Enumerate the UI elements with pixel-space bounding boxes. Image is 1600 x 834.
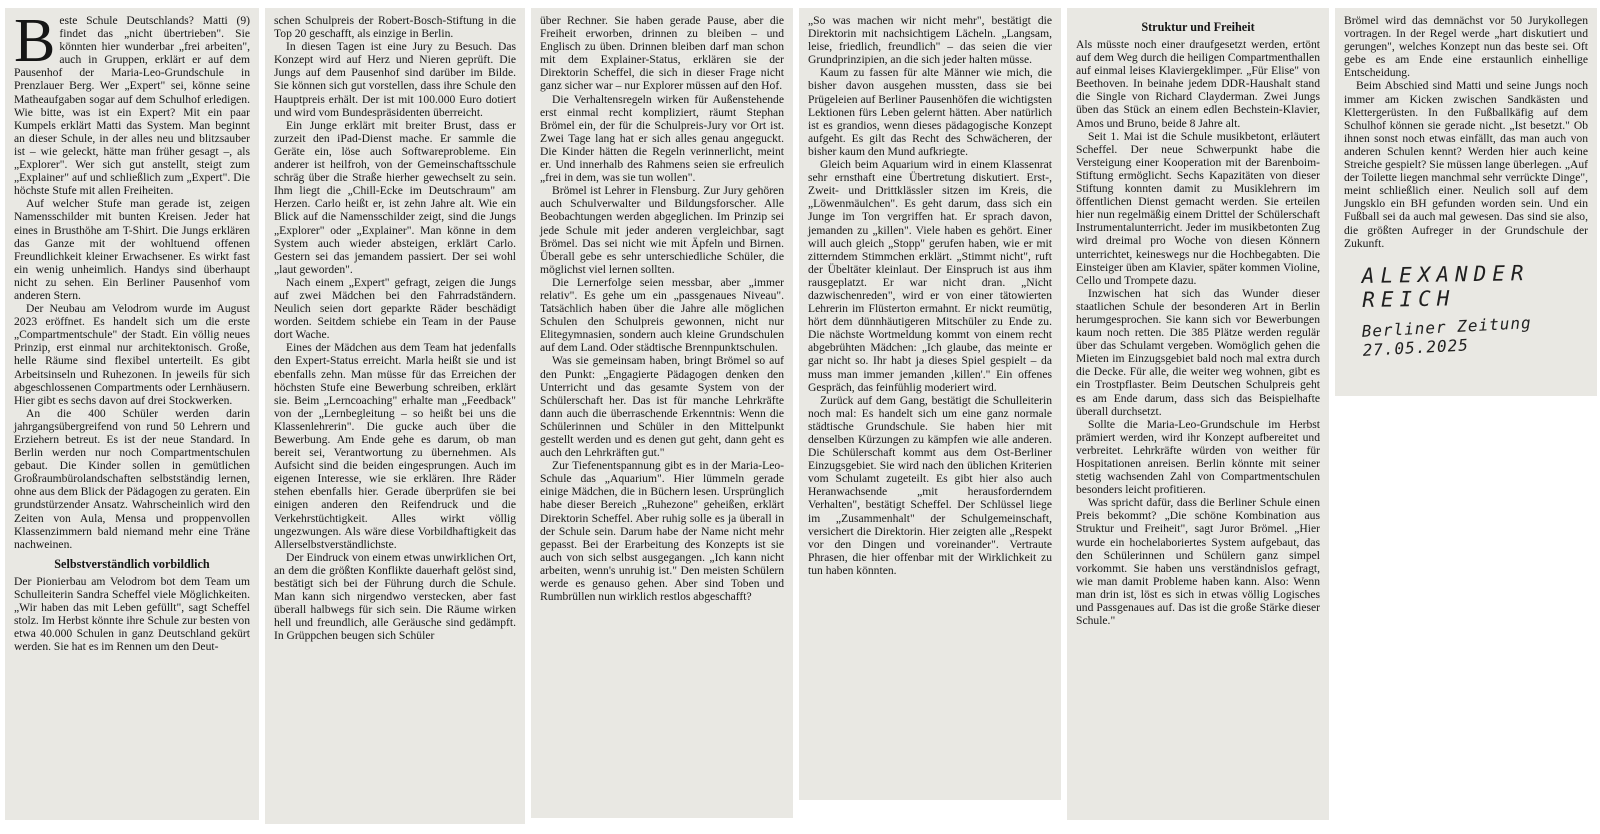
source-and-date: Berliner Zeitung 27.05.2025 bbox=[1361, 312, 1533, 360]
paragraph: Die Lernerfolge seien messbar, aber „immer relativ". Es gehe um ein „passgenaues Niveau". Tatsächlich haben über die Jahre alle möglichen Schulen den Schulpreis gewonnen, nicht nur Elitegymnasien, sondern auch kleine Grundschulen auf dem Land. Oder städtische Brennpunktschulen. bbox=[540, 275, 784, 355]
paragraph: Sollte die Maria-Leo-Grundschule im Herbst prämiert werden, wird ihr Konzept aufbereitet und verbreitet. Lehrkräfte würden von weither für Hospitationen anreisen. Berlin könnte mit seiner stetig wachsenden Zahl von Compartmentschulen besonders leicht profitieren. bbox=[1076, 417, 1320, 497]
paragraph: Inzwischen hat sich das Wunder dieser staatlichen Schule der besonderen Art in Berlin herumgesprochen. Sie kann sich vor Bewerbungen kaum noch retten. Die 385 Plätze werden regulär über das Schulamt vergeben. Womöglich gehen die Mieten im Einzugsgebiet bald noch mal extra durch die Decke. Für alle, die weiter weg wohnen, gibt es ein Trostpflaster. Beim Deutschen Schulpreis geht es am Ende darum, dass sich das Beispielhafte überall durchsetzt. bbox=[1076, 286, 1320, 418]
paragraph: Beim Abschied sind Matti und seine Jungs noch immer am Kicken zwischen Sandkästen und Klettergerüsten. In den Fußballkäfig auf dem Schulhof können sie gerade nicht. „Ist besetzt." Ob ihnen sonst noch etwas einfällt, das man auch von anderen Schulen kennt? Werden hier auch keine Streiche gespielt? Sie müssen lange überlegen. „Auf der Toilette liegen manchmal sehr verrückte Dinge", meint schließlich einer. Neulich soll auf dem Jungsklo ein BH gefunden worden sein. Und ein Fußball sei da auch mal gewesen. Das sind sie also, die größten Aufreger in der Grundschule der Zukunft. bbox=[1344, 79, 1588, 250]
paragraph: In diesen Tagen ist eine Jury zu Besuch. Das Konzept wird auf Herz und Nieren geprüft. Die Jungs auf dem Pausenhof sind darüber im Bilde. Sie können sich gut vorstellen, dass ihre Schule den Hauptpreis erhält. Der ist mit 100.000 Euro dotiert und wird vom Bundespräsidenten überreicht. bbox=[274, 40, 516, 119]
paragraph: An die 400 Schüler werden darin jahrgangsübergreifend von rund 50 Lehrern und Erziehern betreut. Es ist der neue Standard. In Berlin werden nur noch Compartmentschulen gebaut. Die Kinder sollen in gemütlichen Großraumbürolandschaften selbstständig lernen, ohne aus dem Blick der Pädagogen zu geraten. Ein grundstürzender Ansatz. Wahrscheinlich wird den Zeiten von Aula, Mensa und proppenvollen Klassenzimmern bald niemand mehr eine Träne nachweinen. bbox=[14, 406, 250, 551]
paragraph: Die Verhaltensregeln wirken für Außenstehende erst einmal recht kompliziert, räumt Stephan Brömel ein, der für die Schulpreis-Jury vor Ort ist. Zwei Tage lang hat er sich alles genau angeguckt. Die Kinder hätten die Regeln verinnerlicht, meint er. Und innerhalb des Rahmens seien sie erfreulich „frei in dem, was sie tun wollen". bbox=[540, 92, 784, 185]
paragraph: este Schule Deutschlands? Matti (9) findet das „nicht übertrieben". Sie könnten hier wunderbar „frei arbeiten", auch in Gruppen, erklärt er auf dem Pausenhof der Maria-Leo-Grundschule in Prenzlauer Berg. Wer „Expert" sei, könne seine Matheaufgaben sogar auf dem Schulhof erledigen. Wie bitte, was ist ein Expert? Mit ein paar Kumpels erklärt Matti das System. Man beginnt an dieser Schule, in der alles neu und blitzsauber ist – wie geleckt, hätte man früher gesagt –, als „Explorer". Wer sich gut anstellt, steigt zum „Explainer" auf und schließlich zum „Expert". Die höchste Stufe mit allen Freiheiten. bbox=[14, 14, 250, 198]
paragraph: über Rechner. Sie haben gerade Pause, aber die Freiheit erworben, drinnen zu bleiben – und Englisch zu üben. Drinnen bleiben darf man schon mit dem Explainer-Status, erklären sie der Direktorin Scheffel, die sich in dieser Frage nicht ganz sicher war – nur Explorer müssen auf den Hof. bbox=[540, 14, 784, 93]
paragraph: Seit 1. Mai ist die Schule musikbetont, erläutert Scheffel. Der neue Schwerpunkt habe die Versteigung einer Kooperation mit der Barenboim-Stiftung ermöglicht. Sechs Kapazitäten von dieser Stiftung konnten damit zu Musiklehrern im öffentlichen Dienst gemacht werden. Sie erteilen hier nun regelmäßig einem Drittel der Schülerschaft Instrumentalunterricht. Jeder im musikbetonten Zug wird dreimal pro Woche von diesen Könnern unterrichtet, keineswegs nur die Hochbegabten. Die Einsteiger üben am Klavier, später kommen Violine, Cello und Trompete dazu. bbox=[1076, 129, 1320, 287]
paragraph: schen Schulpreis der Robert-Bosch-Stiftung in die Top 20 geschafft, als einzige in Berlin. bbox=[274, 14, 516, 41]
paragraph: Ein Junge erklärt mit breiter Brust, dass er zurzeit den iPad-Dienst mache. Er sammle die Geräte ein, löse auch Softwareprobleme. Ein anderer ist heilfroh, von der Gemeinschaftsschule schräg über die Straße hierher gewechselt zu sein. Ihm liegt die „Chill-Ecke im Deutschraum" am Herzen. Carlo heißt er, ist zehn Jahre alt. Wie ein Blick auf die Namensschilder zeigt, sind die Jungs „Explorer" oder „Explainer". Man könne in dem System auch wieder absteigen, erklärt Carlo. Gestern sei das jemandem passiert. Der sei wohl „laut geworden". bbox=[274, 118, 516, 276]
paragraph: Zurück auf dem Gang, bestätigt die Schulleiterin noch mal: Es handelt sich um eine ganz normale städtische Grundschule. Sie haben hier mit denselben Kürzungen zu kämpfen wie alle anderen. Die Schülerschaft kommt aus dem Ost-Berliner Einzugsgebiet. Sie wird nach den üblichen Kriterien vom Schulamt zugeteilt. Es gibt hier also auch Heranwachsende „mit herausforderndem Verhalten", bestätigt Scheffel. Der Schlüssel liege im „Zusammenhalt" der Schulgemeinschaft, versichert die Direktorin. Hier zeigten alle „Respekt vor den Dingen und voreinander". Vertraute Phrasen, die hier offenbar mit der Wirklichkeit zu tun haben könnten. bbox=[808, 393, 1052, 577]
article-column-1 bbox=[5, 8, 259, 820]
author-name: ALEXANDER REICH bbox=[1361, 260, 1530, 312]
paragraph: Brömel ist Lehrer in Flensburg. Zur Jury gehören auch Schulverwalter und Bildungsforscher. Alle Beobachtungen werden abgeglichen. Im Prinzip sei jede Schule mit jeder anderen vergleichbar, sagt Brömel. Das sei nicht wie mit Äpfeln und Birnen. Überall gebe es sehr unterschiedliche Schüler, die möglichst viel lernen sollten. bbox=[540, 184, 784, 276]
subheading: Selbstverständlich vorbildlich bbox=[54, 556, 210, 571]
paragraph: Der Neubau am Velodrom wurde im August 2023 eröffnet. Es handelt sich um die erste „Compartmentschule" der Stadt. Ein völlig neues Prinzip, erst einmal nur architektonisch. Große, helle Räume sind flexibel unterteilt. Es gibt Arbeitsinseln und Ruhezonen. In jeweils für sich abgeschlossenen Compartments oder Lernhäusern. Hier gibt es sechs davon auf drei Stockwerken. bbox=[14, 302, 250, 407]
paragraph: Als müsste noch einer draufgesetzt werden, ertönt auf dem Weg durch die heiligen Compartmenthallen auf einmal leises Klaviergeklimper. „Für Elise" von Beethoven. In beinahe jedem DDR-Haushalt stand die Single von Richard Clayderman. Zwei Jungs üben das Stück an einem edlen Bechstein-Klavier, Amos und Bruno, beide 8 Jahre alt. bbox=[1076, 38, 1320, 130]
article-column-6 bbox=[1335, 8, 1597, 396]
paragraph: Der Pionierbau am Velodrom bot dem Team um Schulleiterin Sandra Scheffel viele Möglichkeiten. „Wir haben das mit Leben gefüllt", sagt Scheffel stolz. Im Herbst könnte ihre Schule zur besten von etwa 40.000 Schulen in ganz Deutschland gekürt werden. Sie hat es im Rennen um den Deut- bbox=[14, 574, 250, 654]
section-heading: Struktur und Freiheit bbox=[1141, 20, 1255, 34]
paragraph: Nach einem „Expert" gefragt, zeigen die Jungs auf zwei Mädchen bei den Fahrradständern. Neulich seien dort geparkte Räder beschädigt worden. Seitdem schiebe ein Team in der Pause dort Wache. bbox=[274, 275, 516, 342]
paragraph: Brömel wird das demnächst vor 50 Jurykollegen vortragen. In der Regel werde „hart diskutiert und gerungen", welches Konzept nun das beste sei. Oft gebe es am Ende eine erstaunlich einhellige Entscheidung. bbox=[1344, 14, 1588, 80]
paragraph: Der Eindruck von einem etwas unwirklichen Ort, an dem die größten Konflikte dauerhaft gelöst sind, bestätigt sich bei der Führung durch die Schule. Man kann sich nirgendwo verstecken, aber fast überall halbwegs für sich sein. Die Räume wirken hell und freundlich, alle Geräusche sind gedämpft. In Grüppchen beugen sich Schüler bbox=[274, 550, 516, 643]
paragraph: Zur Tiefenentspannung gibt es in der Maria-Leo-Schule das „Aquarium". Hier lümmeln gerade einige Mädchen, die in Büchern lesen. Ursprünglich habe dieser Bereich „Ruhezone" geheißen, erklärt Direktorin Scheffel. Aber ruhig solle es ja überall in der Schule sein. Darum habe der Name nicht mehr gepasst. Bei der Erarbeitung des Konzepts ist sie auch von sich selbst ausgegangen. „Ich kann nicht arbeiten, wenn's unruhig ist." Den meisten Schülern werde es genauso gehen. Aber sind Toben und Rumbrüllen nun wirklich restlos abgeschafft? bbox=[540, 459, 784, 604]
article-column-2 bbox=[265, 8, 525, 824]
article-column-5 bbox=[1067, 8, 1329, 820]
article-column-4 bbox=[799, 8, 1061, 800]
handwritten-signature bbox=[1344, 260, 1588, 360]
paragraph: „So was machen wir nicht mehr", bestätigt die Direktorin mit nachsichtigem Lächeln. „Langsam, leise, friedlich, freundlich" – das seien die vier Grundprinzipien, an die sich jeder halten müsse. bbox=[808, 14, 1052, 67]
drop-cap: B bbox=[14, 8, 56, 75]
paragraph: Was spricht dafür, dass die Berliner Schule einen Preis bekommt? „Die schöne Kombination aus Struktur und Freiheit", sagt Juror Brömel. „Hier wurde ein hochelaboriertes System aufgebaut, das den Schülerinnen und Schülern ganz simpel vorkommt. Sie haben uns verständnislos gefragt, wie man damit Probleme haben kann. Also: Wenn man drin ist, löst es sich in etwas völlig Logisches und Passgenaues auf. Das ist die große Stärke dieser Schule." bbox=[1076, 496, 1320, 628]
article-column-3 bbox=[531, 8, 793, 818]
paragraph: Gleich beim Aquarium wird in einem Klassenrat sehr ernsthaft eine Übertretung diskutiert. Erst-, Zweit- und Drittklässler sitzen im Kreis, die „Löwenmäulchen". Es geht darum, dass sich ein Junge im Ton vergriffen hat. Er sprach davon, jemanden zu „killen". Viele haben es gehört. Einer will auch gleich „Stopp" gerufen haben, wie er mit zitterndem Stimmchen erklärt. „Stimmt nicht", ruft der Übeltäter kleinlaut. Der Einspruch ist aus ihm rausgeplatzt. Er war nicht dran. „Nicht dazwischenreden", wird er von einer tätowierten Lehrerin im Flüsterton ermahnt. Er nickt reumütig, hört dem dünnhäutigeren Mitschüler zu Ende zu. Die nächste Wortmeldung kommt von einem recht abgebrühten Mädchen: „Ich glaube, das meinte er gar nicht so. Ihr habt ja dieses Spiel gespielt – da muss man immer jemanden ‚killen'." Ein offenes Gespräch, das feinfühlig moderiert wird. bbox=[808, 158, 1052, 394]
paragraph: Was sie gemeinsam haben, bringt Brömel so auf den Punkt: „Engagierte Pädagogen denken den Unterricht und das gesamte System von der Schülerschaft her. Das ist für manche Lehrkräfte dann auch die überraschende Erkenntnis: Wenn die Schülerinnen und Schüler in den Mittelpunkt gestellt werden und es denen gut geht, dann geht es auch den Lehrkräften gut." bbox=[540, 354, 784, 460]
paragraph: Kaum zu fassen für alte Männer wie mich, die bisher davon ausgehen mussten, dass sie bei Prügeleien auf Berliner Pausenhöfen die wichtigsten Lektionen fürs Leben gelernt hätten. Aber natürlich ist es grandios, wenn dieses pädagogische Konzept aufgeht. Es gilt das Recht des Schwächeren, der bisher kaum den Mund aufkriegte. bbox=[808, 66, 1052, 158]
paragraph: Auf welcher Stufe man gerade ist, zeigen Namensschilder mit bunten Kreisen. Jeder hat eines in Brusthöhe am T-Shirt. Die Jungs erklären das Ganze mit der wohltuend offenen Freundlichkeit kleiner Erwachsener. Es wirkt fast ein wenig unheimlich. Handys sind überhaupt nicht zu sehen. Ein Berliner Pausenhof vom anderen Stern. bbox=[14, 197, 250, 302]
paragraph: Eines der Mädchen aus dem Team hat jedenfalls den Expert-Status erreicht. Marla heißt sie und ist ebenfalls zehn. Man müsse für das Erreichen der höchsten Stufe eine Bewerbung schreiben, erklärt sie. Beim „Lerncoaching" erhalte man „Feedback" von der „Lernbegleitung – so heißt bei uns die Klassenlehrerin". Die gucke auch über die Bewerbung. Am Ende gehe es darum, ob man bereit sei, Verantwortung zu übernehmen. Als Aufsicht sind die beiden eingesprungen. Auch im eigenen Interesse, wie sie erklären. Ihre Räder stehen ebenfalls hier. Gerade überprüfen sie bei einigen anderen den Reifendruck und die Verkehrstüchtigkeit. Alles wirkt völlig ungezwungen. Als wäre diese Vorbildhaftigkeit das Allerselbstverständlichste. bbox=[274, 341, 516, 551]
